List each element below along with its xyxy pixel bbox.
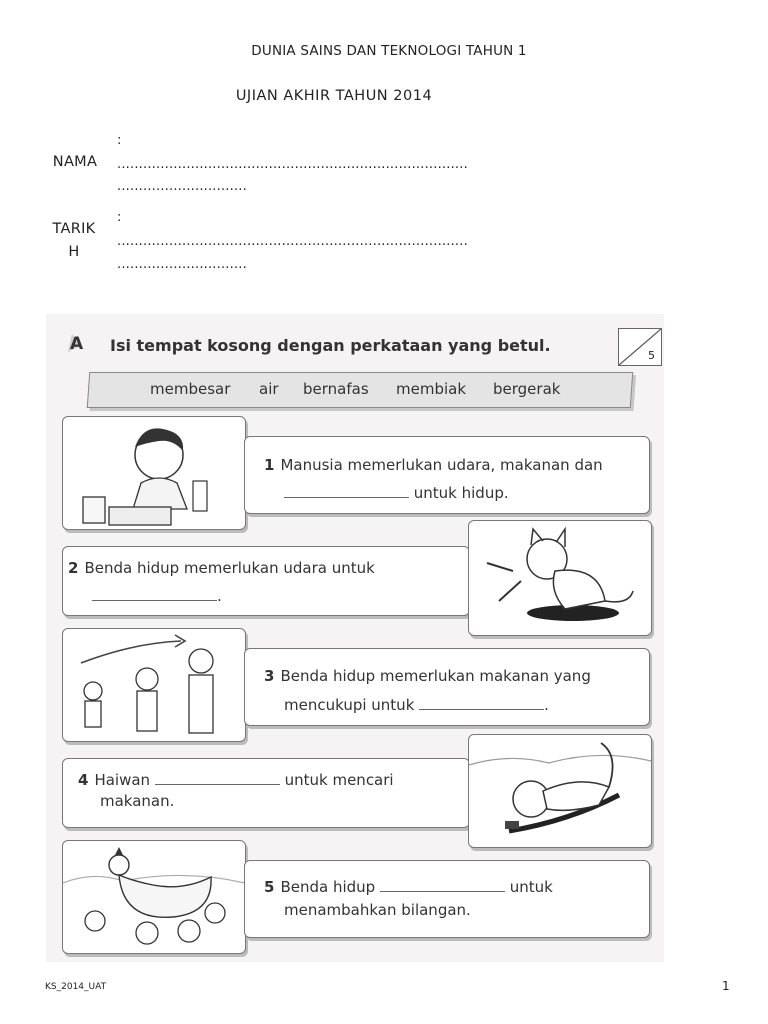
q2-line2	[92, 585, 222, 608]
q2-number: 2	[68, 559, 79, 577]
q4-number: 4	[78, 771, 89, 789]
q2-text: Benda hidup memerlukan udara untuk	[84, 559, 375, 577]
q2-line1	[68, 557, 375, 580]
q2-after: .	[217, 587, 222, 605]
tarikh-field-line-2[interactable]: ..............................	[117, 257, 247, 272]
tarikh-colon: :	[117, 210, 122, 225]
q3-text: Benda hidup memerlukan makanan yang	[280, 667, 591, 685]
document-subtitle: DUNIA SAINS DAN TEKNOLOGI TAHUN 1	[251, 43, 527, 59]
q3-line2	[284, 694, 549, 717]
nama-label: NAMA	[52, 154, 98, 170]
score-total: 5	[648, 349, 655, 362]
q1-text: Manusia memerlukan udara, makanan dan	[280, 456, 603, 474]
q4-line1	[78, 769, 394, 792]
tarikh-field-line-1[interactable]: .................................................................................	[117, 234, 468, 249]
word-bank-item-air: air	[259, 380, 279, 398]
tarikh-label-line1: TARIK	[52, 221, 96, 237]
score-box	[618, 328, 662, 366]
document-title: UJIAN AKHIR TAHUN 2014	[235, 88, 433, 104]
word-bank-item-membiak: membiak	[396, 380, 467, 398]
q3-after: .	[544, 696, 549, 714]
q4-line2: makanan.	[100, 792, 175, 810]
q3-before: mencukupi untuk	[284, 696, 415, 714]
q3-picture-children-growing	[62, 628, 246, 742]
q1-after: untuk hidup.	[413, 484, 509, 502]
q5-picture-hen-and-chicks	[62, 840, 246, 954]
word-bank-item-bernafas: bernafas	[303, 380, 369, 398]
q1-number: 1	[264, 456, 275, 474]
q1-answer-blank[interactable]	[284, 483, 409, 498]
q2-picture-cat-breathing	[468, 520, 652, 636]
q5-after: untuk	[509, 878, 553, 896]
q4-answer-blank[interactable]	[155, 770, 280, 785]
q3-number: 3	[264, 667, 275, 685]
q5-number: 5	[264, 878, 275, 896]
nama-field-line-2[interactable]: ..............................	[117, 179, 247, 194]
worksheet-section-a	[46, 314, 664, 962]
page-number: 1	[722, 979, 730, 993]
nama-colon: :	[117, 133, 122, 148]
q1-picture-boy-drinking	[62, 416, 246, 530]
q3-line1	[264, 665, 591, 688]
q5-line1	[264, 876, 553, 899]
q5-answer-blank[interactable]	[380, 877, 505, 892]
footer-code: KS_2014_UAT	[45, 982, 107, 992]
tarikh-label-line2: H	[68, 244, 80, 260]
section-letter: A	[70, 334, 84, 354]
q2-answer-blank[interactable]	[92, 586, 217, 601]
word-bank-item-membesar: membesar	[150, 380, 231, 398]
q5-before: Benda hidup	[280, 878, 376, 896]
nama-field-line-1[interactable]: .................................................................................	[117, 157, 468, 172]
q1-line1	[264, 454, 603, 477]
q4-before: Haiwan	[94, 771, 151, 789]
word-bank-item-bergerak: bergerak	[493, 380, 561, 398]
section-instruction: Isi tempat kosong dengan perkataan yang betul.	[110, 336, 551, 355]
q1-line2	[284, 482, 509, 505]
q4-after: untuk mencari	[284, 771, 394, 789]
q3-answer-blank[interactable]	[419, 695, 544, 710]
q4-picture-cat-pouncing	[468, 734, 652, 848]
q5-line2: menambahkan bilangan.	[284, 901, 471, 919]
